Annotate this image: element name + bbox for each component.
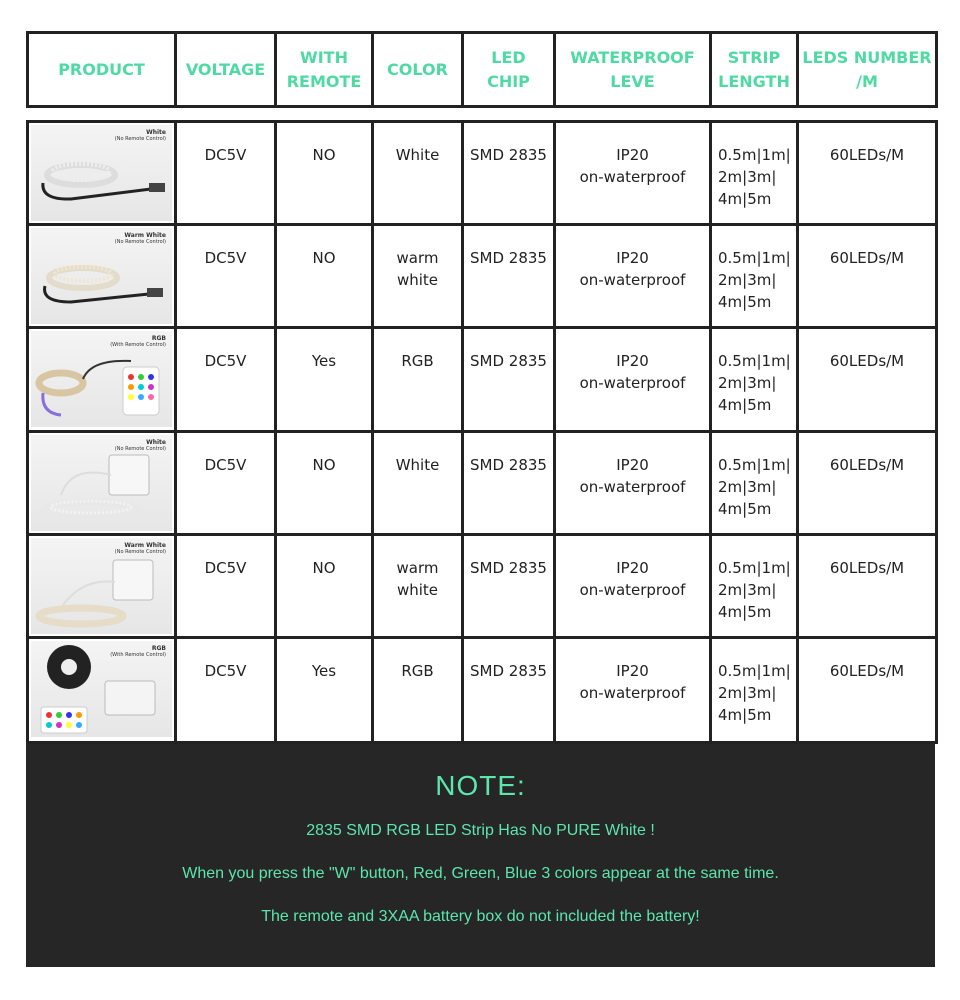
product-caption-sub: (No Remote Control) (114, 136, 166, 142)
chip-cell: SMD 2835 (463, 225, 555, 328)
header-color: COLOR (373, 33, 463, 107)
color-line: warm (396, 559, 439, 577)
waterproof-line: IP20 (616, 352, 649, 370)
product-row (28, 432, 937, 535)
product-row (28, 122, 937, 225)
waterproof-cell (555, 638, 711, 743)
header-product: PRODUCT (28, 33, 176, 107)
length-line: 4m|5m (718, 500, 772, 518)
color-line: white (396, 271, 439, 289)
leds-cell: 60LEDs/M (798, 535, 937, 638)
product-row (28, 225, 937, 328)
length-line: 0.5m|1m| (718, 352, 791, 370)
chip-cell: SMD 2835 (463, 122, 555, 225)
color-cell (373, 432, 463, 535)
waterproof-line: IP20 (616, 249, 649, 267)
header-chip-line: LED (491, 47, 526, 67)
length-line: 4m|5m (718, 396, 772, 414)
product-image-cell (28, 328, 176, 432)
product-row (28, 535, 937, 638)
length-cell (711, 638, 798, 743)
voltage-cell: DC5V (176, 638, 276, 743)
header-remote-line: WITH (300, 47, 348, 67)
length-line: 2m|3m| (718, 374, 777, 392)
color-cell (373, 328, 463, 432)
length-cell (711, 328, 798, 432)
product-caption-title: RGB (151, 335, 166, 342)
product-row (28, 638, 937, 743)
leds-cell: 60LEDs/M (798, 638, 937, 743)
product-caption-title: White (146, 439, 166, 446)
header-leds-line: LEDS NUMBER (802, 47, 932, 67)
led-strip-usb-warm-image (31, 228, 172, 324)
voltage-cell: DC5V (176, 535, 276, 638)
product-caption-sub: (With Remote Control) (110, 652, 166, 658)
product-caption (115, 232, 166, 246)
remote-cell: NO (276, 122, 373, 225)
length-line: 4m|5m (718, 190, 772, 208)
remote-cell: NO (276, 535, 373, 638)
product-caption (115, 129, 166, 143)
waterproof-line: on-waterproof (579, 684, 686, 702)
header-strip (711, 33, 798, 107)
product-caption-sub: (With Remote Control) (110, 342, 166, 348)
length-line: 0.5m|1m| (718, 662, 791, 680)
product-caption-title: White (146, 129, 166, 136)
waterproof-line: IP20 (616, 146, 649, 164)
leds-cell: 60LEDs/M (798, 225, 937, 328)
remote-cell: NO (276, 225, 373, 328)
header-leds-line: /M (856, 71, 878, 91)
note-panel (26, 744, 935, 967)
waterproof-cell (555, 328, 711, 432)
header-waterproof-line: LEVE (610, 71, 655, 91)
voltage-cell: DC5V (176, 122, 276, 225)
product-caption (115, 439, 166, 453)
length-line: 2m|3m| (718, 581, 777, 599)
voltage-cell: DC5V (176, 225, 276, 328)
color-line: warm (396, 249, 439, 267)
waterproof-line: IP20 (616, 662, 649, 680)
product-image-cell (28, 122, 176, 225)
chip-cell: SMD 2835 (463, 432, 555, 535)
note-line-w-button: When you press the "W" button, Red, Green, Blue 3 colors appear at the same time. (182, 865, 779, 882)
length-line: 0.5m|1m| (718, 249, 791, 267)
length-line: 2m|3m| (718, 168, 777, 186)
product-caption (110, 645, 166, 659)
led-strip-usb-white-image (31, 125, 172, 221)
color-line: White (395, 456, 440, 474)
header-voltage: VOLTAGE (176, 33, 276, 107)
voltage-cell: DC5V (176, 328, 276, 432)
length-cell (711, 122, 798, 225)
waterproof-cell (555, 225, 711, 328)
header-waterproof-line: WATERPROOF (570, 47, 695, 67)
header-strip-line: STRIP (727, 47, 781, 67)
length-cell (711, 432, 798, 535)
length-cell (711, 535, 798, 638)
header-waterproof (555, 33, 711, 107)
waterproof-line: on-waterproof (579, 168, 686, 186)
leds-cell: 60LEDs/M (798, 122, 937, 225)
note-title: NOTE: (435, 770, 526, 801)
product-caption-title: Warm White (124, 542, 166, 549)
product-caption-sub: (No Remote Control) (114, 549, 166, 555)
color-line: RGB (401, 662, 434, 680)
led-strip-battery-warm-image (31, 538, 172, 634)
color-line: White (395, 146, 440, 164)
waterproof-line: on-waterproof (579, 581, 686, 599)
product-image-cell (28, 535, 176, 638)
note-line-pure-white: 2835 SMD RGB LED Strip Has No PURE White ! (306, 822, 655, 839)
product-table (26, 120, 938, 744)
color-line: white (396, 581, 439, 599)
length-line: 4m|5m (718, 603, 772, 621)
chip-cell: SMD 2835 (463, 638, 555, 743)
leds-cell: 60LEDs/M (798, 328, 937, 432)
remote-cell: Yes (276, 328, 373, 432)
chip-cell: SMD 2835 (463, 535, 555, 638)
length-line: 4m|5m (718, 706, 772, 724)
product-caption (110, 335, 166, 349)
waterproof-line: IP20 (616, 559, 649, 577)
length-line: 0.5m|1m| (718, 559, 791, 577)
remote-cell: NO (276, 432, 373, 535)
product-image-cell (28, 638, 176, 743)
waterproof-line: IP20 (616, 456, 649, 474)
led-strip-battery-rgb-remote-image (31, 641, 172, 737)
header-table (26, 31, 938, 108)
product-image-cell (28, 432, 176, 535)
header-remote-line: REMOTE (286, 71, 362, 91)
color-cell (373, 122, 463, 225)
waterproof-cell (555, 122, 711, 225)
length-line: 4m|5m (718, 293, 772, 311)
header-remote (276, 33, 373, 107)
waterproof-cell (555, 432, 711, 535)
chip-cell: SMD 2835 (463, 328, 555, 432)
waterproof-line: on-waterproof (579, 271, 686, 289)
leds-cell: 60LEDs/M (798, 432, 937, 535)
product-caption-title: Warm White (124, 232, 166, 239)
header-leds (798, 33, 937, 107)
length-line: 0.5m|1m| (718, 456, 791, 474)
product-caption-title: RGB (151, 645, 166, 652)
waterproof-cell (555, 535, 711, 638)
color-cell (373, 535, 463, 638)
product-caption (115, 542, 166, 556)
product-row (28, 328, 937, 432)
led-strip-battery-white-image (31, 435, 172, 531)
voltage-cell: DC5V (176, 432, 276, 535)
remote-cell: Yes (276, 638, 373, 743)
length-line: 2m|3m| (718, 684, 777, 702)
header-chip-line: CHIP (487, 71, 530, 91)
header-strip-line: LENGTH (718, 71, 790, 91)
length-line: 2m|3m| (718, 478, 777, 496)
color-cell (373, 638, 463, 743)
product-caption-sub: (No Remote Control) (114, 239, 166, 245)
length-line: 2m|3m| (718, 271, 777, 289)
header-row (28, 33, 937, 107)
product-image-cell (28, 225, 176, 328)
waterproof-line: on-waterproof (579, 374, 686, 392)
color-line: RGB (401, 352, 434, 370)
length-cell (711, 225, 798, 328)
color-cell (373, 225, 463, 328)
header-chip (463, 33, 555, 107)
led-strip-usb-rgb-remote-image (31, 331, 172, 427)
waterproof-line: on-waterproof (579, 478, 686, 496)
product-caption-sub: (No Remote Control) (114, 446, 166, 452)
note-line-battery: The remote and 3XAA battery box do not included the battery! (261, 908, 700, 925)
length-line: 0.5m|1m| (718, 146, 791, 164)
